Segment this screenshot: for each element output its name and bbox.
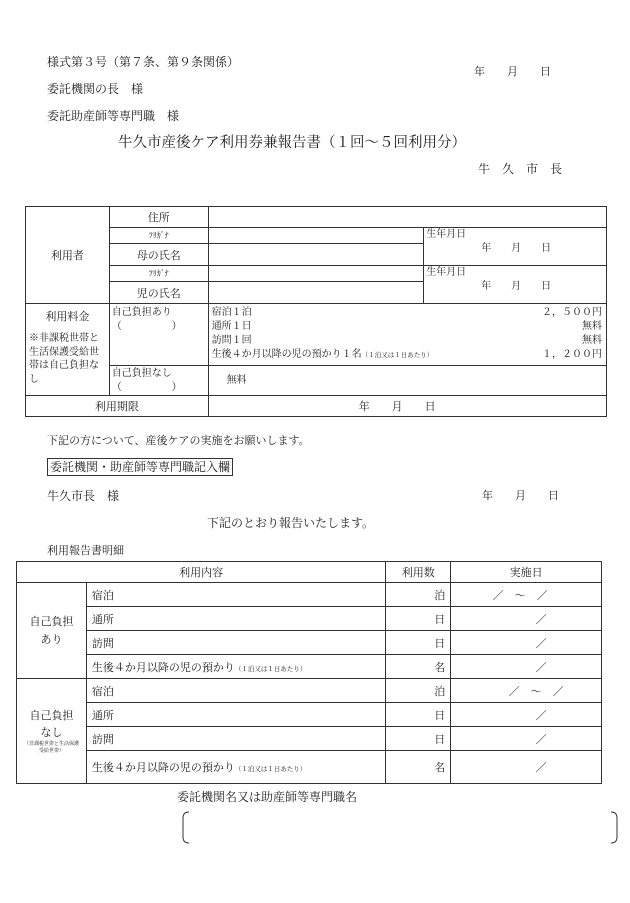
fee-label: 利用料金 [45,310,90,323]
self-pay-yes-cell[interactable] [109,304,208,366]
child-furigana-label: ﾌﾘｶﾞﾅ [109,266,208,282]
row-date[interactable]: ／ [451,727,602,751]
address-label: 住所 [109,207,208,228]
request-text: 下記の方について、産後ケアの実施をお願いします。 [47,434,310,447]
child-birth-date: 年 月 日 [481,281,552,292]
row-content: 訪問 [86,631,385,655]
row-date[interactable]: ／ [451,607,602,631]
report-date: 年 月 日 [482,489,559,502]
child-name-label: 児の氏名 [109,282,208,304]
fee-row: 通所１日 無料 [211,321,602,332]
to-midwife: 委託助産師等専門職 様 [47,109,180,123]
col-count: 利用数 [386,562,451,583]
row-unit: 泊 [386,583,451,607]
row-content: 生後４か月以降の児の預かり（１泊又は１日あたり） [86,751,385,784]
voucher-table [25,206,607,417]
mother-birth-label: 生年月日 [426,229,467,240]
row-unit: 泊 [386,679,451,703]
fee-row: 生後４か月以降の児の預かり１名（１泊又は１日あたり） １，２００円 [211,349,602,360]
free-text: 無料 [208,366,606,396]
fee-row: 訪問１回 無料 [211,335,602,346]
mother-furigana-label: ﾌﾘｶﾞﾅ [109,228,208,244]
fee-note: ※非課税世帯と生活保護受給世帯は自己負担なし [29,333,99,385]
left-bracket [183,812,189,843]
row-unit: 日 [386,631,451,655]
row-date[interactable]: ／ [451,655,602,679]
row-content: 通所 [86,607,385,631]
self-pay-yes-label: 自己負担あり [111,307,172,318]
mother-name-field[interactable] [208,244,424,266]
user-label: 利用者 [26,207,110,304]
issuer: 牛 久 市 長 [478,162,563,176]
self-pay-no-paren: （ ） [111,382,182,393]
col-content: 利用内容 [17,562,386,583]
mother-birth-date: 年 月 日 [481,243,552,254]
self-pay-no-cell[interactable] [109,366,208,396]
row-unit: 日 [386,703,451,727]
self-pay-yes-paren: （ ） [111,321,182,332]
child-birth-label: 生年月日 [426,267,467,278]
row-content: 訪問 [86,727,385,751]
page-title: 牛久市産後ケア利用券兼報告書（１回～５回利用分） [118,135,466,151]
col-date: 実施日 [451,562,602,583]
form-number: 様式第３号（第７条、第９条関係） [47,55,240,69]
report-text: 下記のとおり報告いたします。 [207,516,375,530]
period-label: 利用期限 [26,396,209,417]
footer-label: 委託機関名又は助産師等専門職名 [177,790,358,804]
row-content: 宿泊 [86,583,385,607]
row-content: 生後４か月以降の児の預かり（１泊又は１日あたり） [86,655,385,679]
child-birth-cell[interactable] [424,266,607,304]
details-title: 利用報告書明細 [47,544,124,557]
section-title [47,458,233,475]
row-unit: 名 [386,655,451,679]
row-date[interactable]: ／ [451,631,602,655]
row-date[interactable]: ／ [451,751,602,784]
group-no-cell [17,679,87,784]
to-mayor: 牛久市長 様 [47,489,120,503]
mother-name-label: 母の氏名 [109,244,208,266]
fee-cell [26,304,110,396]
group-no-label: 自己負担なし [29,709,74,739]
row-date[interactable]: ／ ～ ／ [451,583,602,607]
row-content: 宿泊 [86,679,385,703]
header-date: 年 月 日 [474,65,551,78]
row-unit: 日 [386,607,451,631]
fee-list [208,304,606,366]
period-date[interactable]: 年 月 日 [208,396,606,417]
mother-furigana-field[interactable] [208,228,424,244]
details-table [16,561,602,784]
name-entry-box[interactable] [180,810,620,845]
mother-birth-cell[interactable] [424,228,607,266]
group-no-note: （非課税世帯と生活保護受給世帯） [23,741,79,754]
row-unit: 日 [386,727,451,751]
row-content: 通所 [86,703,385,727]
row-date[interactable]: ／ [451,703,602,727]
child-name-field[interactable] [208,282,424,304]
row-date[interactable]: ／ ～ ／ [451,679,602,703]
row-unit: 名 [386,751,451,784]
address-field[interactable] [208,207,606,228]
fee-row: 宿泊１泊 ２，５００円 [211,307,602,318]
right-bracket [611,812,617,843]
group-yes-label: 自己負担あり [17,583,87,679]
self-pay-no-label: 自己負担なし [111,368,172,379]
section-title-text: 委託機関・助産師等専門職記入欄 [47,458,233,476]
child-furigana-field[interactable] [208,266,424,282]
to-agency: 委託機関の長 様 [47,82,144,96]
